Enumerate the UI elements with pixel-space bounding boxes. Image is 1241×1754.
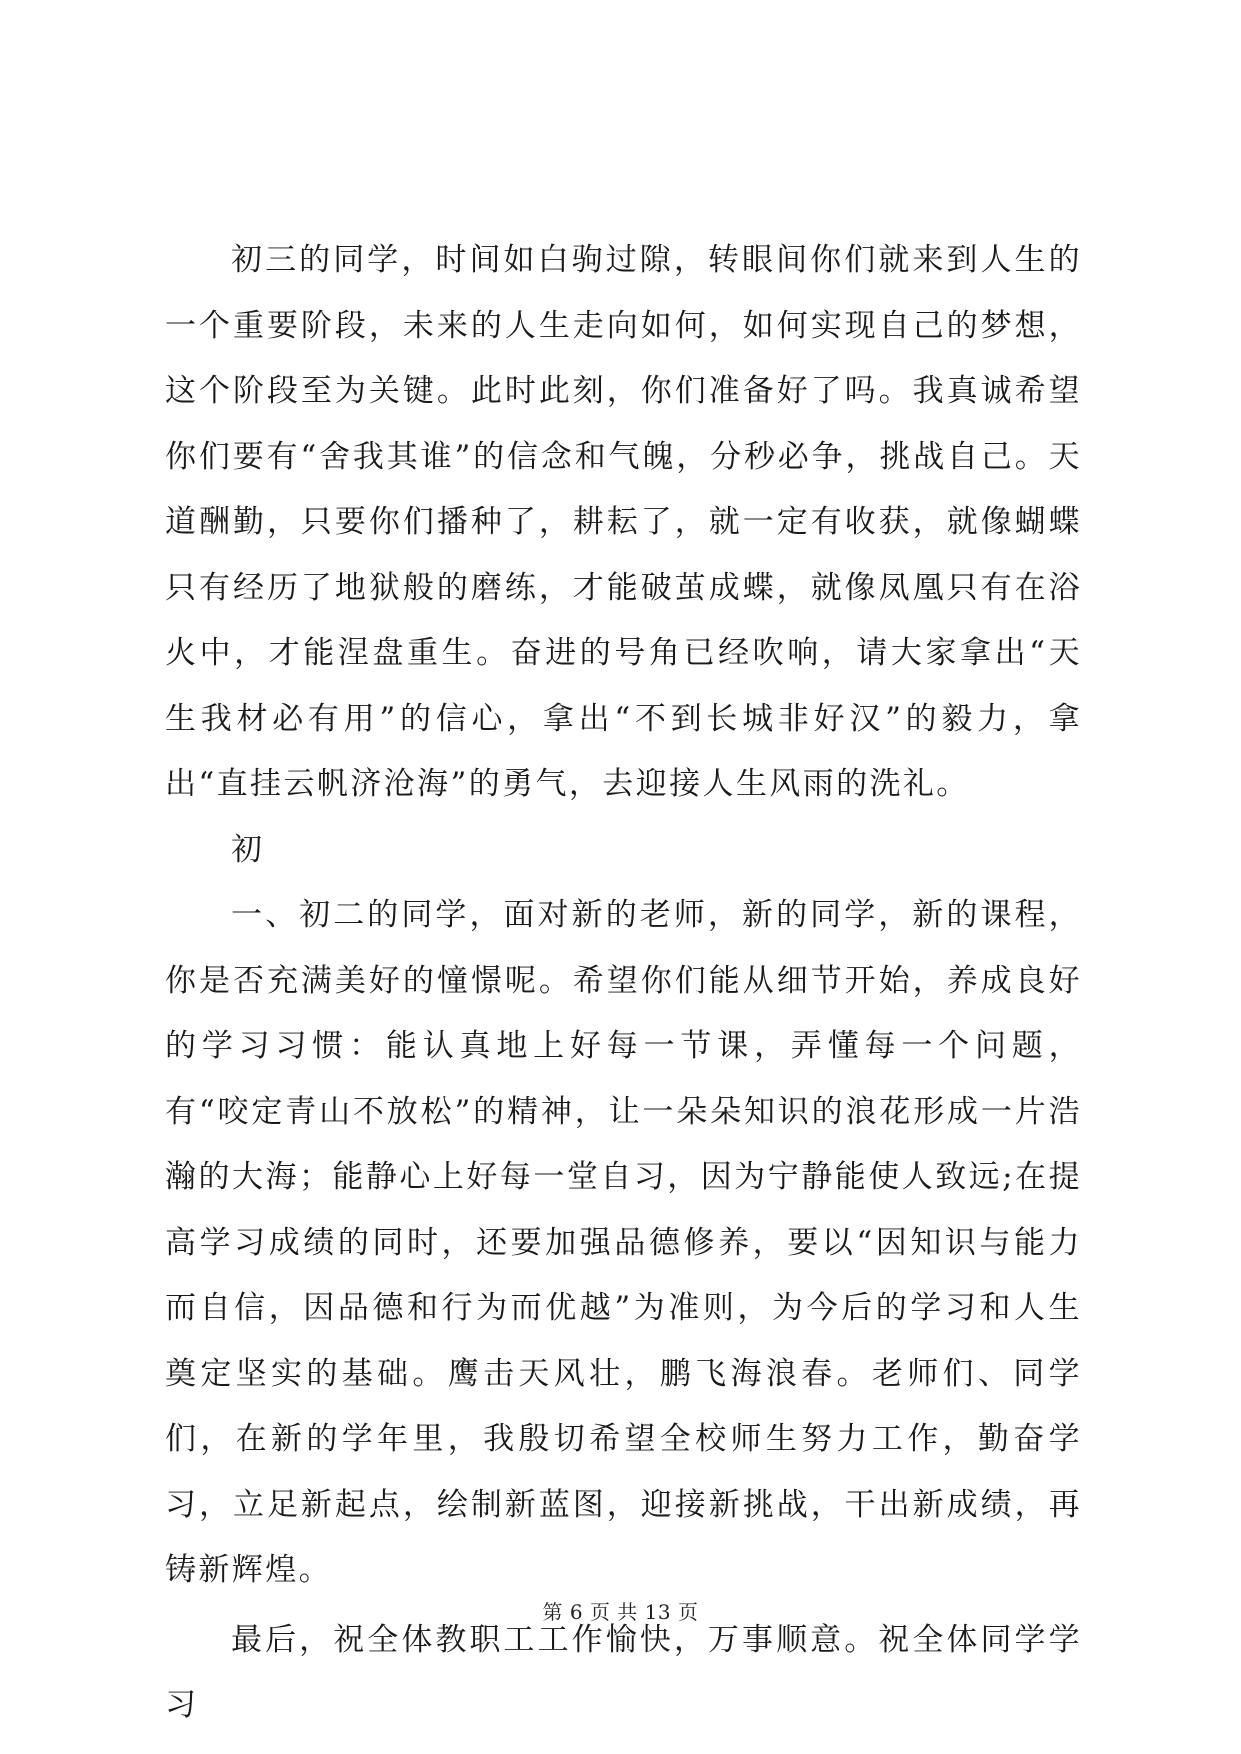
body-text bbox=[165, 228, 1082, 1739]
page-number-footer: 第 6 页 共 13 页 bbox=[542, 1600, 699, 1624]
paragraph-fragment: 初 bbox=[231, 831, 265, 868]
paragraph-closing: 最后，祝全体教职工工作愉快，万事顺意。祝全体同学学习 bbox=[165, 1621, 1082, 1723]
paragraph-grade-three: 初三的同学，时间如白驹过隙，转眼间你们就来到人生的一个重要阶段，未来的人生走向如何，如何实现自己的梦想，这个阶段至为关键。此时此刻，你们准备好了吗。我真诚希望你们要有“舍我其谁”的信念和气魄，分秒必争，挑战自己。天道酬勤，只要你们播种了，耕耘了，就一定有收获，就像蝴蝶只有经历了地狱般的磨练，才能破茧成蝶，就像凤凰只有在浴火中，才能涅盘重生。奋进的号角已经吹响，请大家拿出“天生我材必有用”的信心，拿出“不到长城非好汉”的毅力，拿出“直挂云帆济沧海”的勇气，去迎接人生风雨的洗礼。 bbox=[165, 242, 1082, 802]
paragraph-grade-two: 一、初二的同学，面对新的老师，新的同学，新的课程，你是否充满美好的憧憬呢。希望你们能从细节开始，养成良好的学习习惯：能认真地上好每一节课，弄懂每一个问题，有“咬定青山不放松”的精神，让一朵朵知识的浪花形成一片浩瀚的大海；能静心上好每一堂自习，因为宁静能使人致远;在提高学习成绩的同时，还要加强品德修养，要以“因知识与能力而自信，因品德和行为而优越”为准则，为今后的学习和人生奠定坚实的基础。鹰击天风壮，鹏飞海浪春。老师们、同学们，在新的学年里，我殷切希望全校师生努力工作，勤奋学习，立足新起点，绘制新蓝图，迎接新挑战，干出新成绩，再铸新辉煌。 bbox=[165, 897, 1082, 1588]
